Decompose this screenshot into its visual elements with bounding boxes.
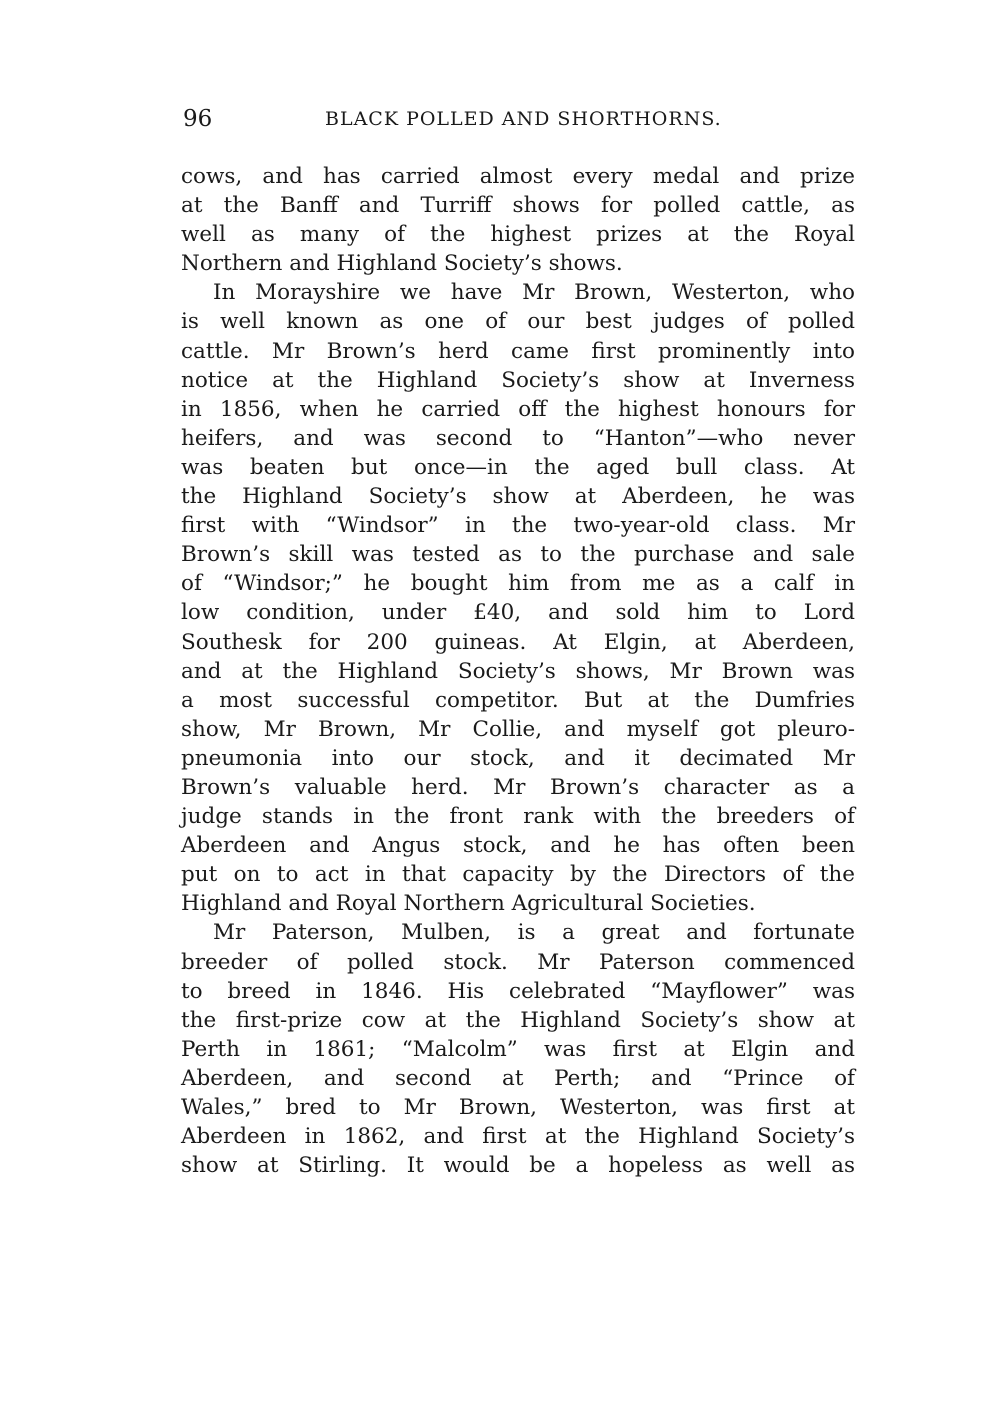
- text-line: judge stands in the front rank with the breeders of: [181, 804, 855, 830]
- text-line: is well known as one of our best judges of polled: [181, 309, 855, 335]
- text-line: show at Stirling. It would be a hopeless as well as: [181, 1153, 855, 1179]
- text-line: Brown’s skill was tested as to the purchase and sale: [181, 542, 855, 568]
- text-line: in 1856, when he carried off the highest honours for: [181, 396, 855, 422]
- text-line: was beaten but once—in the aged bull class. At: [181, 454, 855, 480]
- body-text: [181, 162, 855, 1180]
- text-line: Highland and Royal Northern Agricultural Societies.: [181, 891, 756, 917]
- text-line: show, Mr Brown, Mr Collie, and myself got pleuro-: [181, 716, 855, 742]
- text-line: heifers, and was second to “Hanton”—who never: [181, 425, 855, 451]
- text-line: Perth in 1861; “Malcolm” was first at Elgin and: [181, 1036, 855, 1062]
- text-line: cattle. Mr Brown’s herd came first prominently into: [181, 338, 855, 364]
- text-line: of “Windsor;” he bought him from me as a calf in: [181, 571, 855, 597]
- text-line: Aberdeen and Angus stock, and he has often been: [181, 833, 855, 859]
- text-line: the first-prize cow at the Highland Society’s show at: [181, 1007, 855, 1033]
- text-line: well as many of the highest prizes at the Royal: [181, 222, 855, 248]
- text-line: Southesk for 200 guineas. At Elgin, at Aberdeen,: [181, 629, 855, 655]
- page-header: [183, 106, 776, 140]
- text-line: a most successful competitor. But at the Dumfries: [181, 687, 855, 713]
- text-line: Aberdeen, and second at Perth; and “Prince of: [181, 1065, 855, 1091]
- page-number: 96: [183, 106, 213, 132]
- text-line: at the Banff and Turriff shows for polled cattle, as: [181, 193, 855, 219]
- text-line: cows, and has carried almost every medal and prize: [181, 164, 855, 189]
- text-line: the Highland Society’s show at Aberdeen, he was: [181, 484, 855, 510]
- text-line: Brown’s valuable herd. Mr Brown’s character as a: [181, 774, 855, 800]
- text-line: to breed in 1846. His celebrated “Mayflower” was: [181, 978, 855, 1004]
- text-line: Northern and Highland Society’s shows.: [181, 251, 623, 277]
- text-line: first with “Windsor” in the two-year-old class. Mr: [181, 513, 855, 539]
- text-line: put on to act in that capacity by the Directors of the: [181, 862, 855, 888]
- text-line: low condition, under £40, and sold him to Lord: [181, 600, 855, 626]
- running-head: BLACK POLLED AND SHORTHORNS.: [325, 108, 722, 130]
- text-line: breeder of polled stock. Mr Paterson commenced: [181, 949, 855, 975]
- text-line: Wales,” bred to Mr Brown, Westerton, was first at: [181, 1095, 855, 1120]
- text-line: pneumonia into our stock, and it decimated Mr: [181, 745, 855, 771]
- text-line: notice at the Highland Society’s show at Inverness: [181, 367, 855, 393]
- text-line: Mr Paterson, Mulben, is a great and fortunate: [213, 920, 855, 946]
- text-line: In Morayshire we have Mr Brown, Westerton, who: [213, 280, 855, 306]
- text-line: and at the Highland Society’s shows, Mr Brown was: [181, 658, 855, 684]
- text-line: Aberdeen in 1862, and first at the Highland Society’s: [181, 1124, 855, 1150]
